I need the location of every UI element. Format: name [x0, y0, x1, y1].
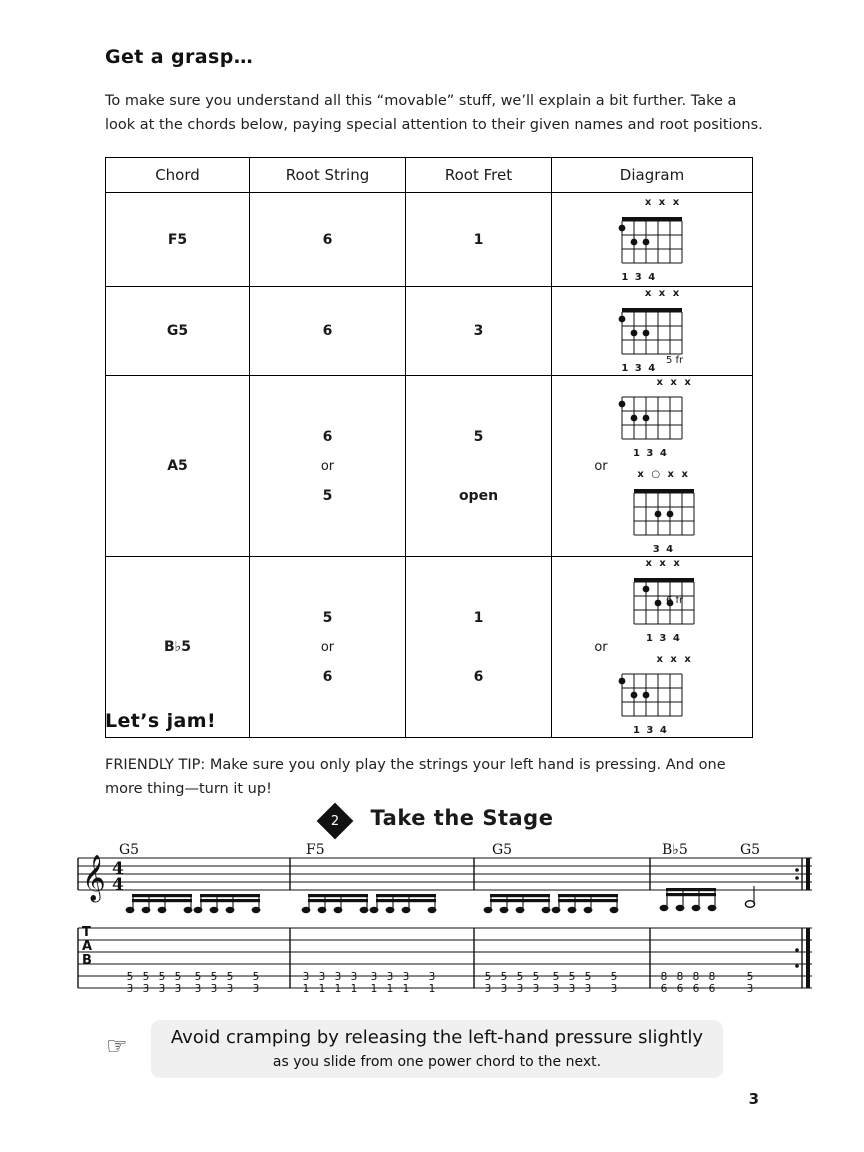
- svg-text:1: 1: [370, 983, 378, 995]
- svg-text:3: 3: [158, 983, 166, 995]
- diagram-or-label-a5: or: [594, 458, 608, 474]
- chord-diagram-bb5-first-fret: [618, 558, 710, 644]
- svg-text:3: 3: [126, 983, 134, 995]
- svg-text:B: B: [82, 953, 92, 968]
- svg-text:3: 3: [746, 983, 754, 995]
- chord-label-3: G5: [492, 842, 513, 858]
- svg-text:3: 3: [350, 971, 358, 983]
- svg-text:5: 5: [552, 971, 560, 983]
- diagram-markers: x x x: [644, 196, 682, 208]
- pointing-hand-icon: ☞: [106, 1033, 128, 1060]
- chord-table: [105, 157, 753, 738]
- svg-text:6: 6: [692, 983, 700, 995]
- svg-text:5: 5: [500, 971, 508, 983]
- cell-chord-bb5: B♭5: [106, 557, 250, 738]
- cell-fret-g5: 3: [406, 287, 552, 376]
- page-title-lets-jam: Let’s jam!: [105, 710, 217, 732]
- diagram-markers: x x x: [644, 288, 682, 299]
- cell-fret-a5-second: open: [458, 487, 499, 504]
- svg-text:5: 5: [516, 971, 524, 983]
- svg-text:3: 3: [174, 983, 182, 995]
- diagram-markers: x x x: [645, 558, 682, 569]
- fretboard-graphic: [630, 575, 698, 627]
- svg-text:3: 3: [226, 983, 234, 995]
- svg-text:5: 5: [610, 971, 618, 983]
- svg-text:𝄞: 𝄞: [82, 855, 106, 901]
- diagram-fingerings: 1 3 4: [621, 271, 657, 283]
- column-header-chord: Chord: [106, 158, 250, 193]
- svg-text:3: 3: [386, 971, 394, 983]
- table-header-row: [106, 158, 753, 193]
- svg-text:5: 5: [210, 971, 218, 983]
- svg-text:3: 3: [370, 971, 378, 983]
- cell-string-a5: [250, 376, 406, 557]
- diagram-fingerings: 1 3 4: [632, 725, 669, 736]
- page-number: 3: [748, 1090, 759, 1108]
- svg-text:3: 3: [302, 971, 310, 983]
- svg-text:5: 5: [584, 971, 592, 983]
- svg-text:3: 3: [516, 983, 524, 995]
- svg-text:1: 1: [402, 983, 410, 995]
- chord-diagram-a5-open: [618, 469, 710, 555]
- column-header-diagram: Diagram: [552, 158, 753, 193]
- svg-text:3: 3: [584, 983, 592, 995]
- cell-string-bb5: [250, 557, 406, 738]
- diagram-fingerings: 1 3 4: [632, 448, 669, 459]
- tip-callout-box: [151, 1020, 723, 1078]
- svg-text:1: 1: [302, 983, 310, 995]
- chord-label-1: G5: [119, 842, 140, 858]
- table-row: [106, 376, 753, 557]
- svg-text:A: A: [82, 939, 93, 954]
- fretboard-graphic: [630, 486, 698, 538]
- svg-text:3: 3: [610, 983, 618, 995]
- svg-text:3: 3: [500, 983, 508, 995]
- table-row: [106, 287, 753, 376]
- chord-label-4: B♭5: [662, 842, 688, 858]
- cell-chord-f5: F5: [106, 193, 250, 287]
- cell-string-g5: 6: [250, 287, 406, 376]
- svg-text:6: 6: [708, 983, 716, 995]
- tip-line-1: [151, 1020, 723, 1051]
- cell-string-f5: 6: [250, 193, 406, 287]
- svg-text:1: 1: [334, 983, 342, 995]
- page-title-get-a-grasp: Get a grasp…: [105, 46, 254, 68]
- cell-diagram-g5: [552, 287, 753, 376]
- svg-text:5: 5: [568, 971, 576, 983]
- cell-string-bb5-first: 5: [322, 609, 333, 626]
- svg-text:5: 5: [484, 971, 492, 983]
- cell-fret-bb5-second: 6: [473, 668, 484, 685]
- svg-text:3: 3: [484, 983, 492, 995]
- svg-text:5: 5: [252, 971, 260, 983]
- svg-text:T: T: [82, 925, 91, 940]
- cell-fret-bb5: [406, 557, 552, 738]
- diagram-fingerings: 3 4: [652, 544, 675, 555]
- diagram-markers: x ○ x x: [637, 469, 690, 480]
- svg-text:5: 5: [126, 971, 134, 983]
- grasp-paragraph: To make sure you understand all this “movable” stuff, we’ll explain a bit further. Take a look at the chords below, paying special attention to their given names and root positions.: [105, 93, 763, 133]
- svg-text:5: 5: [746, 971, 754, 983]
- svg-text:1: 1: [428, 983, 436, 995]
- svg-text:5: 5: [158, 971, 166, 983]
- svg-text:8: 8: [660, 971, 668, 983]
- column-header-root-string: Root String: [250, 158, 406, 193]
- svg-text:1: 1: [350, 983, 358, 995]
- notation-staff: [60, 848, 820, 923]
- diagram-markers: x x x: [656, 654, 693, 665]
- cell-chord-g5: G5: [106, 287, 250, 376]
- fret-label-bb5: 6 fr: [666, 595, 684, 606]
- jam-paragraph: FRIENDLY TIP: Make sure you only play the strings your left hand is pressing. And one more thing—turn it up!: [105, 757, 726, 797]
- fret-label-a5: 5 fr: [666, 355, 684, 366]
- svg-text:6: 6: [676, 983, 684, 995]
- cell-string-a5-first: 6: [322, 428, 333, 445]
- cell-string-a5-or: or: [320, 458, 335, 474]
- fretboard-graphic: [618, 394, 710, 442]
- cell-diagram-a5: [552, 376, 753, 557]
- chord-diagram-f5: [618, 197, 686, 283]
- svg-text:8: 8: [676, 971, 684, 983]
- cell-chord-a5: A5: [106, 376, 250, 557]
- cell-string-bb5-second: 6: [322, 668, 333, 685]
- svg-text:5: 5: [142, 971, 150, 983]
- svg-text:3: 3: [402, 971, 410, 983]
- column-header-root-fret: Root Fret: [406, 158, 552, 193]
- cell-diagram-f5: [552, 193, 753, 287]
- svg-text:4: 4: [112, 859, 124, 879]
- tab-staff: [60, 920, 820, 1003]
- svg-text:3: 3: [210, 983, 218, 995]
- music-title: Take the Stage: [370, 806, 554, 830]
- diagram-fingerings: 1 3 4: [621, 363, 657, 374]
- chord-label-2: F5: [306, 842, 325, 858]
- svg-text:5: 5: [226, 971, 234, 983]
- cell-string-bb5-or: or: [320, 639, 335, 655]
- svg-text:3: 3: [252, 983, 260, 995]
- track-number: 2: [330, 813, 340, 829]
- svg-text:6: 6: [660, 983, 668, 995]
- svg-text:3: 3: [142, 983, 150, 995]
- svg-text:3: 3: [552, 983, 560, 995]
- svg-text:3: 3: [334, 971, 342, 983]
- chord-label-5: G5: [740, 842, 761, 858]
- fretboard-graphic: [618, 305, 686, 357]
- cell-fret-a5: [406, 376, 552, 557]
- diagram-or-label-bb5: or: [594, 639, 608, 655]
- chord-diagram-bb5-sixth-fret: [618, 654, 710, 736]
- table-row: [106, 193, 753, 287]
- svg-text:1: 1: [386, 983, 394, 995]
- svg-text:5: 5: [194, 971, 202, 983]
- cell-fret-f5: 1: [406, 193, 552, 287]
- svg-text:8: 8: [708, 971, 716, 983]
- svg-text:5: 5: [174, 971, 182, 983]
- cell-string-a5-second: 5: [322, 487, 333, 504]
- diagram-fingerings: 1 3 4: [645, 633, 682, 644]
- svg-text:8: 8: [692, 971, 700, 983]
- cell-diagram-bb5: [552, 557, 753, 738]
- tip-line-2: as you slide from one power chord to the next.: [272, 1054, 602, 1070]
- svg-text:1: 1: [318, 983, 326, 995]
- fretboard-graphic: [618, 214, 686, 266]
- fretboard-graphic: [618, 671, 710, 719]
- cell-fret-bb5-first: 1: [473, 609, 484, 626]
- tip-text-1: Avoid cramping by releasing the left-hand pressure slightly: [170, 1027, 704, 1048]
- svg-text:3: 3: [568, 983, 576, 995]
- chord-diagram-a5-fifth-fret: [618, 377, 710, 459]
- svg-text:5: 5: [532, 971, 540, 983]
- svg-text:4: 4: [112, 875, 124, 895]
- cell-fret-a5-first: 5: [473, 428, 484, 445]
- svg-text:3: 3: [194, 983, 202, 995]
- svg-text:3: 3: [428, 971, 436, 983]
- svg-text:3: 3: [318, 971, 326, 983]
- svg-text:3: 3: [532, 983, 540, 995]
- diagram-markers: x x x: [656, 377, 693, 388]
